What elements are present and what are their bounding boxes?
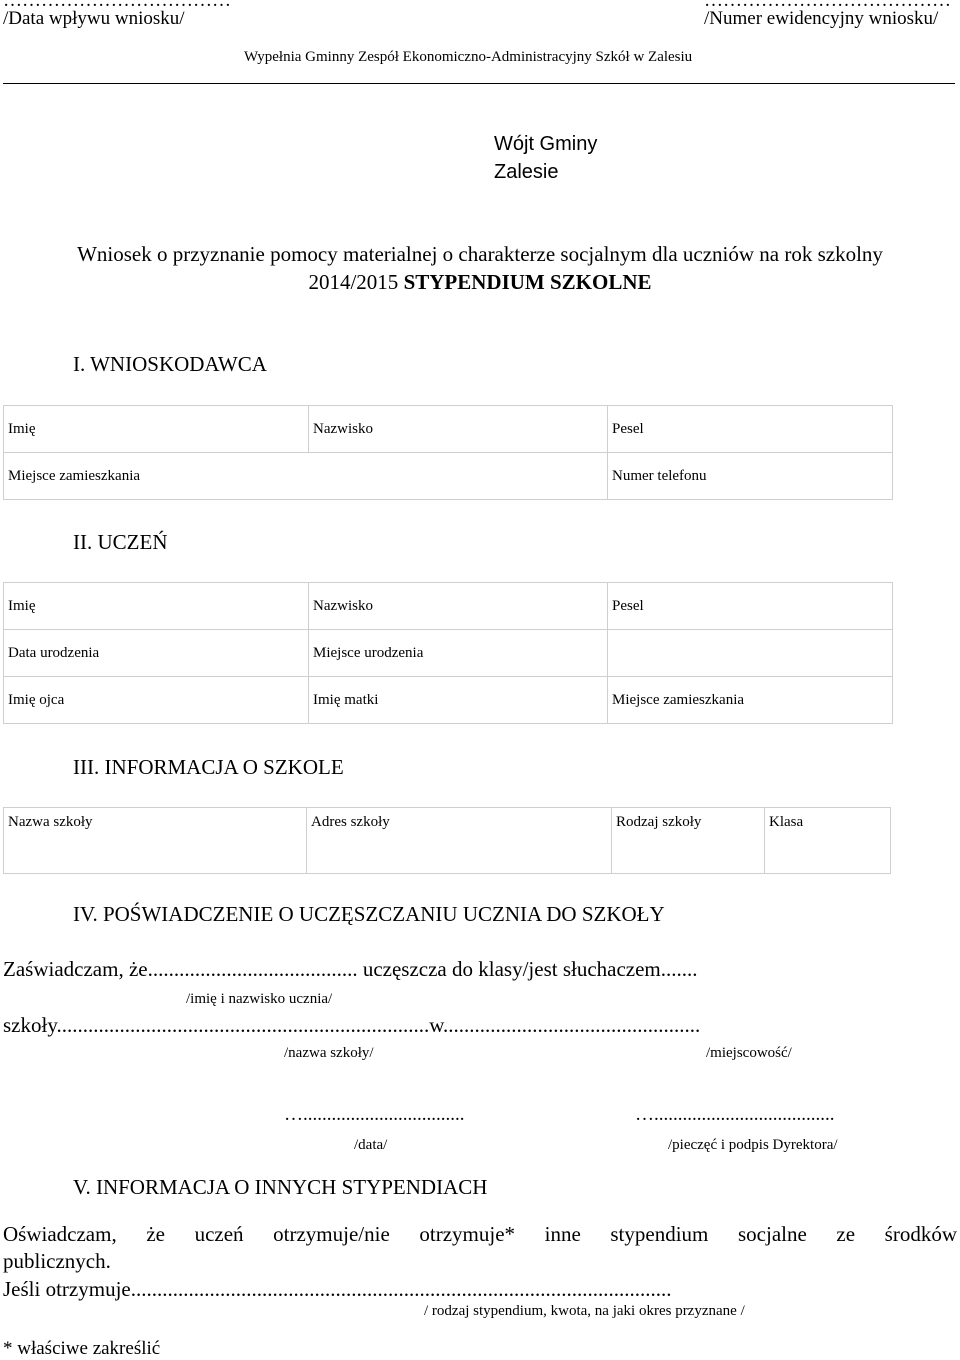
- place-hint: /miejscowość/: [706, 1045, 792, 1061]
- director-signature-hint: /pieczęć i podpis Dyrektora/: [668, 1137, 838, 1153]
- footnote: * właściwe zakreślić: [3, 1338, 161, 1359]
- addressee-line2: Zalesie: [494, 161, 559, 183]
- student-address-cell[interactable]: [608, 677, 893, 724]
- school-address-label: Adres szkoły: [311, 814, 390, 830]
- student-last-name-label: Nazwisko: [313, 597, 373, 614]
- applicant-phone-label: Numer telefonu: [612, 467, 707, 484]
- applicant-address-cell[interactable]: [4, 453, 608, 500]
- applicant-first-name-cell[interactable]: [4, 406, 309, 453]
- addressee-line1: Wójt Gminy: [494, 133, 598, 155]
- filled-by-note: Wypełnia Gminny Zespół Ekonomiczno-Administracyjny Szkół w Zalesiu: [244, 49, 693, 65]
- school-year: 2014/2015: [308, 270, 399, 294]
- header-rule: [3, 83, 955, 84]
- student-birth-place-label: Miejsce urodzenia: [313, 644, 424, 661]
- section5-heading: V. INFORMACJA O INNYCH STYPENDIACH: [73, 1175, 488, 1199]
- applicant-first-name-label: Imię: [8, 420, 36, 437]
- certification-line2: szkoły.......................................................................w.................................................: [3, 1013, 701, 1037]
- date-label: /Data wpływu wniosku/: [3, 8, 185, 29]
- date-hint: /data/: [354, 1137, 388, 1153]
- school-name-cell[interactable]: [4, 808, 307, 874]
- applicant-address-label: Miejsce zamieszkania: [8, 467, 141, 484]
- date-signature-dots: …..................................: [284, 1104, 465, 1125]
- school-name-label: Nazwa szkoły: [8, 814, 93, 830]
- certification-line1: Zaświadczam, że........................................ uczęszcza do klasy/jest słuchaczem.......: [3, 957, 698, 981]
- mother-name-label: Imię matki: [313, 691, 379, 708]
- applicant-table: [3, 405, 893, 500]
- section1-heading: I. WNIOSKODAWCA: [73, 352, 267, 376]
- school-type-label: Rodzaj szkoły: [616, 814, 702, 830]
- mother-name-cell[interactable]: [309, 677, 608, 724]
- scholarship-statement-line1: Oświadczam, że uczeń otrzymuje/nie otrzymuje* inne stypendium socjalne ze środków: [3, 1222, 957, 1246]
- student-table: [3, 582, 893, 724]
- form-title-line1: Wniosek o przyznanie pomocy materialnej o charakterze socjalnym dla uczniów na rok szkolny: [77, 242, 883, 266]
- applicant-pesel-cell[interactable]: [608, 406, 893, 453]
- applicant-pesel-label: Pesel: [612, 420, 644, 437]
- class-label: Klasa: [769, 814, 804, 830]
- student-birth-date-label: Data urodzenia: [8, 644, 100, 661]
- student-address-label: Miejsce zamieszkania: [612, 691, 745, 708]
- section3-heading: III. INFORMACJA O SZKOLE: [73, 755, 344, 779]
- student-first-name-cell[interactable]: [4, 583, 309, 630]
- section2-heading: II. UCZEŃ: [73, 530, 168, 554]
- student-first-name-label: Imię: [8, 597, 36, 614]
- director-signature-dots: …......................................: [635, 1104, 835, 1125]
- applicant-last-name-cell[interactable]: [309, 406, 608, 453]
- student-last-name-cell[interactable]: [309, 583, 608, 630]
- student-empty-cell[interactable]: [608, 630, 893, 677]
- class-cell[interactable]: [765, 808, 891, 874]
- title-bold: STYPENDIUM SZKOLNE: [403, 270, 652, 294]
- school-address-cell[interactable]: [307, 808, 612, 874]
- father-name-cell[interactable]: [4, 677, 309, 724]
- scholarship-statement-line2: publicznych.: [3, 1249, 111, 1273]
- father-name-label: Imię ojca: [8, 691, 65, 708]
- student-pesel-cell[interactable]: [608, 583, 893, 630]
- student-pesel-label: Pesel: [612, 597, 644, 614]
- student-birth-place-cell[interactable]: [309, 630, 608, 677]
- applicant-phone-cell[interactable]: [608, 453, 893, 500]
- scholarship-details-hint: / rodzaj stypendium, kwota, na jaki okres przyznane /: [424, 1303, 745, 1319]
- scholarship-if-yes-line: Jeśli otrzymuje.......................................................................................................: [3, 1277, 672, 1301]
- date-dots: ………………………………: [3, 0, 231, 11]
- form-title-line2: [0, 270, 960, 295]
- school-table: [3, 807, 891, 874]
- number-dots: …………………………………: [704, 0, 951, 11]
- section4-heading: IV. POŚWIADCZENIE O UCZĘSZCZANIU UCZNIA DO SZKOŁY: [73, 902, 665, 926]
- student-birth-date-cell[interactable]: [4, 630, 309, 677]
- school-name-hint: /nazwa szkoły/: [284, 1045, 374, 1061]
- school-type-cell[interactable]: [612, 808, 765, 874]
- number-label: /Numer ewidencyjny wniosku/: [704, 8, 939, 29]
- student-name-hint: /imię i nazwisko ucznia/: [186, 991, 333, 1007]
- applicant-last-name-label: Nazwisko: [313, 420, 373, 437]
